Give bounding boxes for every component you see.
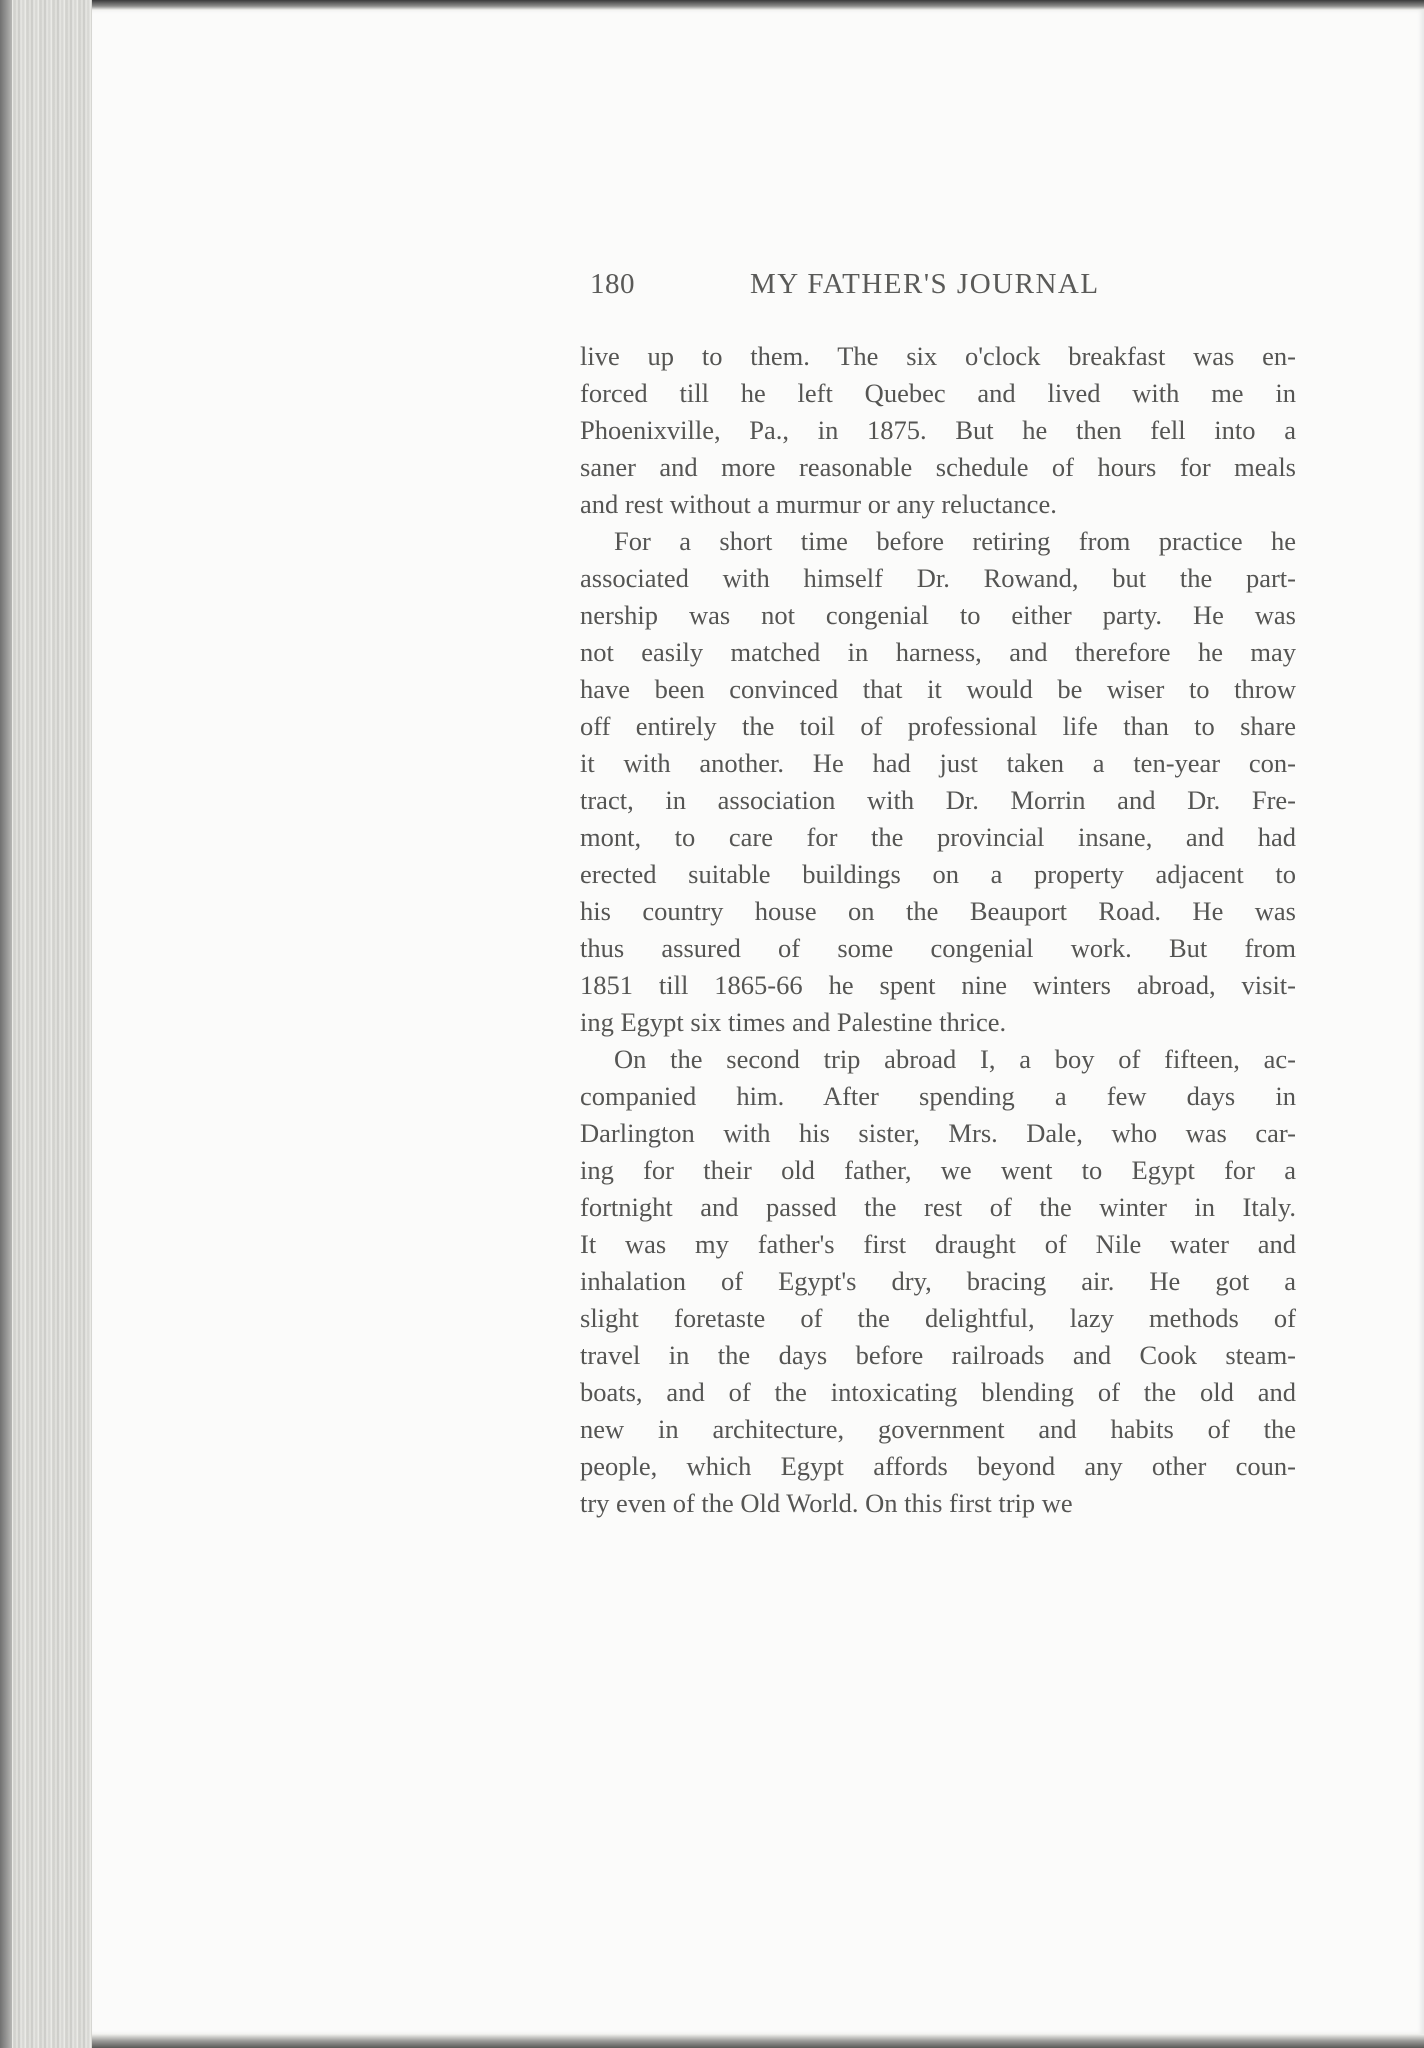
scan-bottom-edge [0,2034,1424,2048]
text-line: live up to them. The six o'clock breakfast was en- [580,341,1296,371]
text-line: slight foretaste of the delightful, lazy methods of [580,1303,1296,1333]
text-line: saner and more reasonable schedule of hours for meals [580,452,1296,482]
text-line: mont, to care for the provincial insane, and had [580,822,1296,852]
paragraph [580,523,1296,1041]
text-line: and rest without a murmur or any reluctance. [580,489,1057,519]
text-line: For a short time before retiring from practice he [614,526,1296,556]
text-line: his country house on the Beauport Road. He was [580,896,1296,926]
text-line: Phoenixville, Pa., in 1875. But he then fell into a [580,415,1296,445]
paragraph [580,338,1296,523]
text-line: companied him. After spending a few days in [580,1081,1296,1111]
text-line: travel in the days before railroads and Cook steam- [580,1340,1296,1370]
text-line: it with another. He had just taken a ten-year con- [580,748,1296,778]
text-line: associated with himself Dr. Rowand, but the part- [580,563,1296,593]
text-line: inhalation of Egypt's dry, bracing air. He got a [580,1266,1296,1296]
text-line: Darlington with his sister, Mrs. Dale, who was car- [580,1118,1296,1148]
page-header [590,268,1130,308]
body-text [580,338,1296,1522]
text-line: boats, and of the intoxicating blending of the old and [580,1377,1296,1407]
text-line: new in architecture, government and habits of the [580,1414,1296,1444]
text-line: ing Egypt six times and Palestine thrice. [580,1007,1007,1037]
paragraph [580,1041,1296,1522]
text-line: forced till he left Quebec and lived with me in [580,378,1296,408]
text-line: tract, in association with Dr. Morrin and Dr. Fre- [580,785,1296,815]
text-line: erected suitable buildings on a property adjacent to [580,859,1296,889]
text-line: On the second trip abroad I, a boy of fifteen, ac- [614,1044,1296,1074]
running-title: MY FATHER'S JOURNAL [750,268,1100,300]
book-page-edges [0,0,92,2048]
text-line: have been convinced that it would be wiser to throw [580,674,1296,704]
text-line: It was my father's first draught of Nile water and [580,1229,1296,1259]
text-line: thus assured of some congenial work. But from [580,933,1296,963]
text-line: try even of the Old World. On this first trip we [580,1488,1073,1518]
text-line: people, which Egypt affords beyond any other coun- [580,1451,1296,1481]
text-line: 1851 till 1865-66 he spent nine winters abroad, visit- [580,970,1296,1000]
text-line: not easily matched in harness, and therefore he may [580,637,1296,667]
page-number: 180 [590,268,635,300]
text-line: fortnight and passed the rest of the winter in Italy. [580,1192,1296,1222]
scan-top-edge [0,0,1424,10]
text-line: ing for their old father, we went to Egypt for a [580,1155,1296,1185]
text-line: nership was not congenial to either party. He was [580,600,1296,630]
text-line: off entirely the toil of professional life than to share [580,711,1296,741]
